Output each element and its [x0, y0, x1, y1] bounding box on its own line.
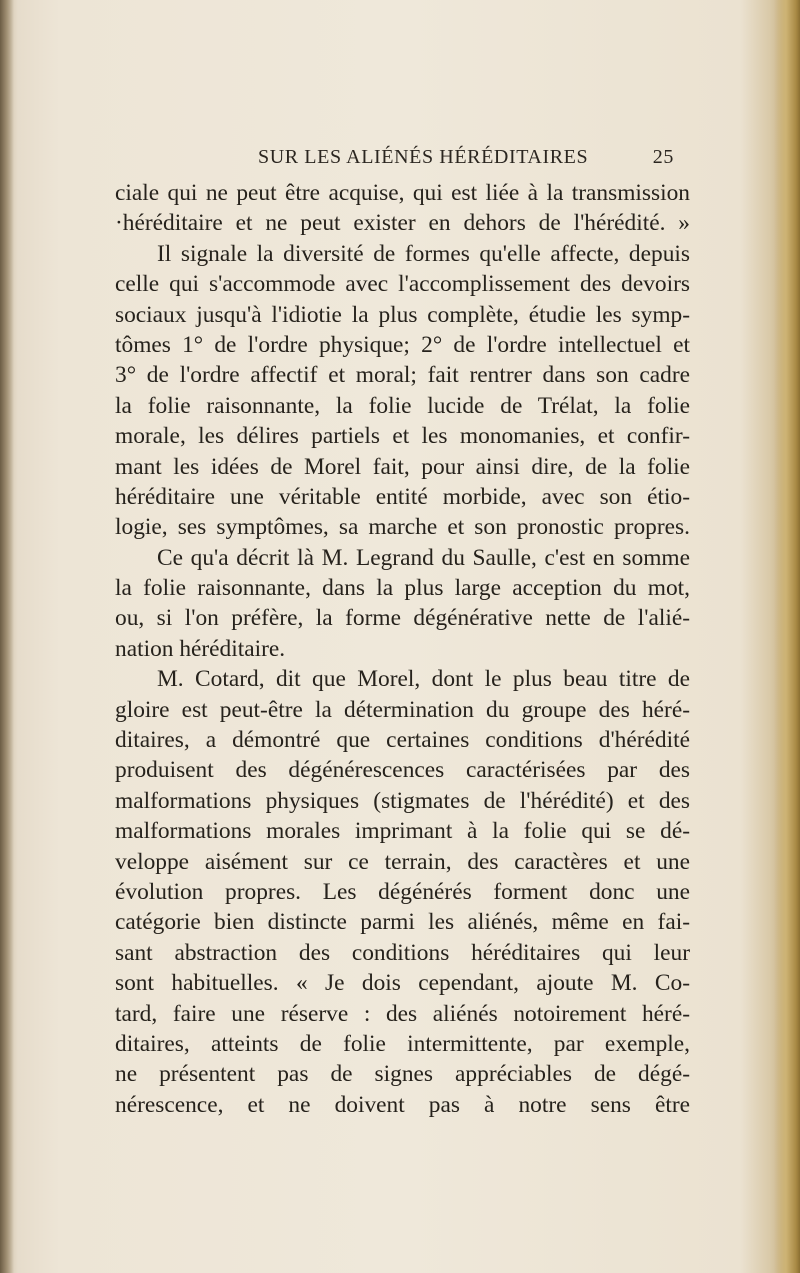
- text-line: sociaux jusqu'à l'idiotie la plus complète, étudie les symp-: [115, 301, 690, 328]
- text-line: catégorie bien distincte parmi les aliénés, même en fai-: [115, 909, 690, 936]
- page-header: [200, 146, 674, 176]
- text-line: ·héréditaire et ne peut exister en dehors de l'hérédité. »: [115, 210, 690, 237]
- text-line: héréditaire une véritable entité morbide, avec son étio-: [115, 483, 690, 510]
- text-line: Ce qu'a décrit là M. Legrand du Saulle, c'est en somme: [157, 544, 690, 571]
- running-title: SUR LES ALIÉNÉS HÉRÉDITAIRES: [258, 146, 589, 168]
- text-line: Il signale la diversité de formes qu'elle affecte, depuis: [157, 240, 690, 267]
- text-line: nérescence, et ne doivent pas à notre sens être: [115, 1091, 690, 1118]
- text-line: celle qui s'accommode avec l'accomplissement des devoirs: [115, 271, 690, 298]
- text-line: ou, si l'on préfère, la forme dégénérative nette de l'alié-: [115, 605, 690, 632]
- text-line: morale, les délires partiels et les monomanies, et confir-: [115, 423, 690, 450]
- text-line: veloppe aisément sur ce terrain, des caractères et une: [115, 848, 690, 875]
- text-line: sant abstraction des conditions héréditaires qui leur: [115, 939, 690, 966]
- text-line: sont habituelles. « Je dois cependant, ajoute M. Co-: [115, 970, 690, 997]
- text-line: malformations morales imprimant à la folie qui se dé-: [115, 818, 690, 845]
- text-line: ditaires, atteints de folie intermittente, par exemple,: [115, 1030, 690, 1057]
- body-text: [115, 178, 690, 1120]
- text-line: 3° de l'ordre affectif et moral; fait rentrer dans son cadre: [115, 362, 690, 389]
- text-line: nation héréditaire.: [115, 635, 286, 662]
- text-line: la folie raisonnante, la folie lucide de Trélat, la folie: [115, 392, 690, 419]
- text-line: ciale qui ne peut être acquise, qui est liée à la transmission: [115, 180, 690, 206]
- text-line: tômes 1° de l'ordre physique; 2° de l'ordre intellectuel et: [115, 331, 690, 358]
- text-line: ne présentent pas de signes appréciables de dégé-: [115, 1061, 690, 1088]
- text-line: gloire est peut-être la détermination du groupe des héré-: [115, 696, 690, 723]
- text-line: évolution propres. Les dégénérés forment donc une: [115, 878, 690, 905]
- text-line: logie, ses symptômes, sa marche et son pronostic propres.: [115, 514, 690, 541]
- page-edge: [774, 0, 800, 1273]
- binding-shadow: [0, 0, 14, 1273]
- text-line: tard, faire une réserve : des aliénés notoirement héré-: [115, 1000, 690, 1027]
- text-line: mant les idées de Morel fait, pour ainsi dire, de la folie: [115, 453, 690, 480]
- text-line: M. Cotard, dit que Morel, dont le plus beau titre de: [157, 666, 690, 693]
- page-number: 25: [652, 146, 674, 168]
- text-line: produisent des dégénérescences caractérisées par des: [115, 757, 690, 784]
- text-line: la folie raisonnante, dans la plus large acception du mot,: [115, 575, 690, 602]
- text-line: malformations physiques (stigmates de l'hérédité) et des: [115, 787, 690, 814]
- text-line: ditaires, a démontré que certaines conditions d'hérédité: [115, 727, 690, 754]
